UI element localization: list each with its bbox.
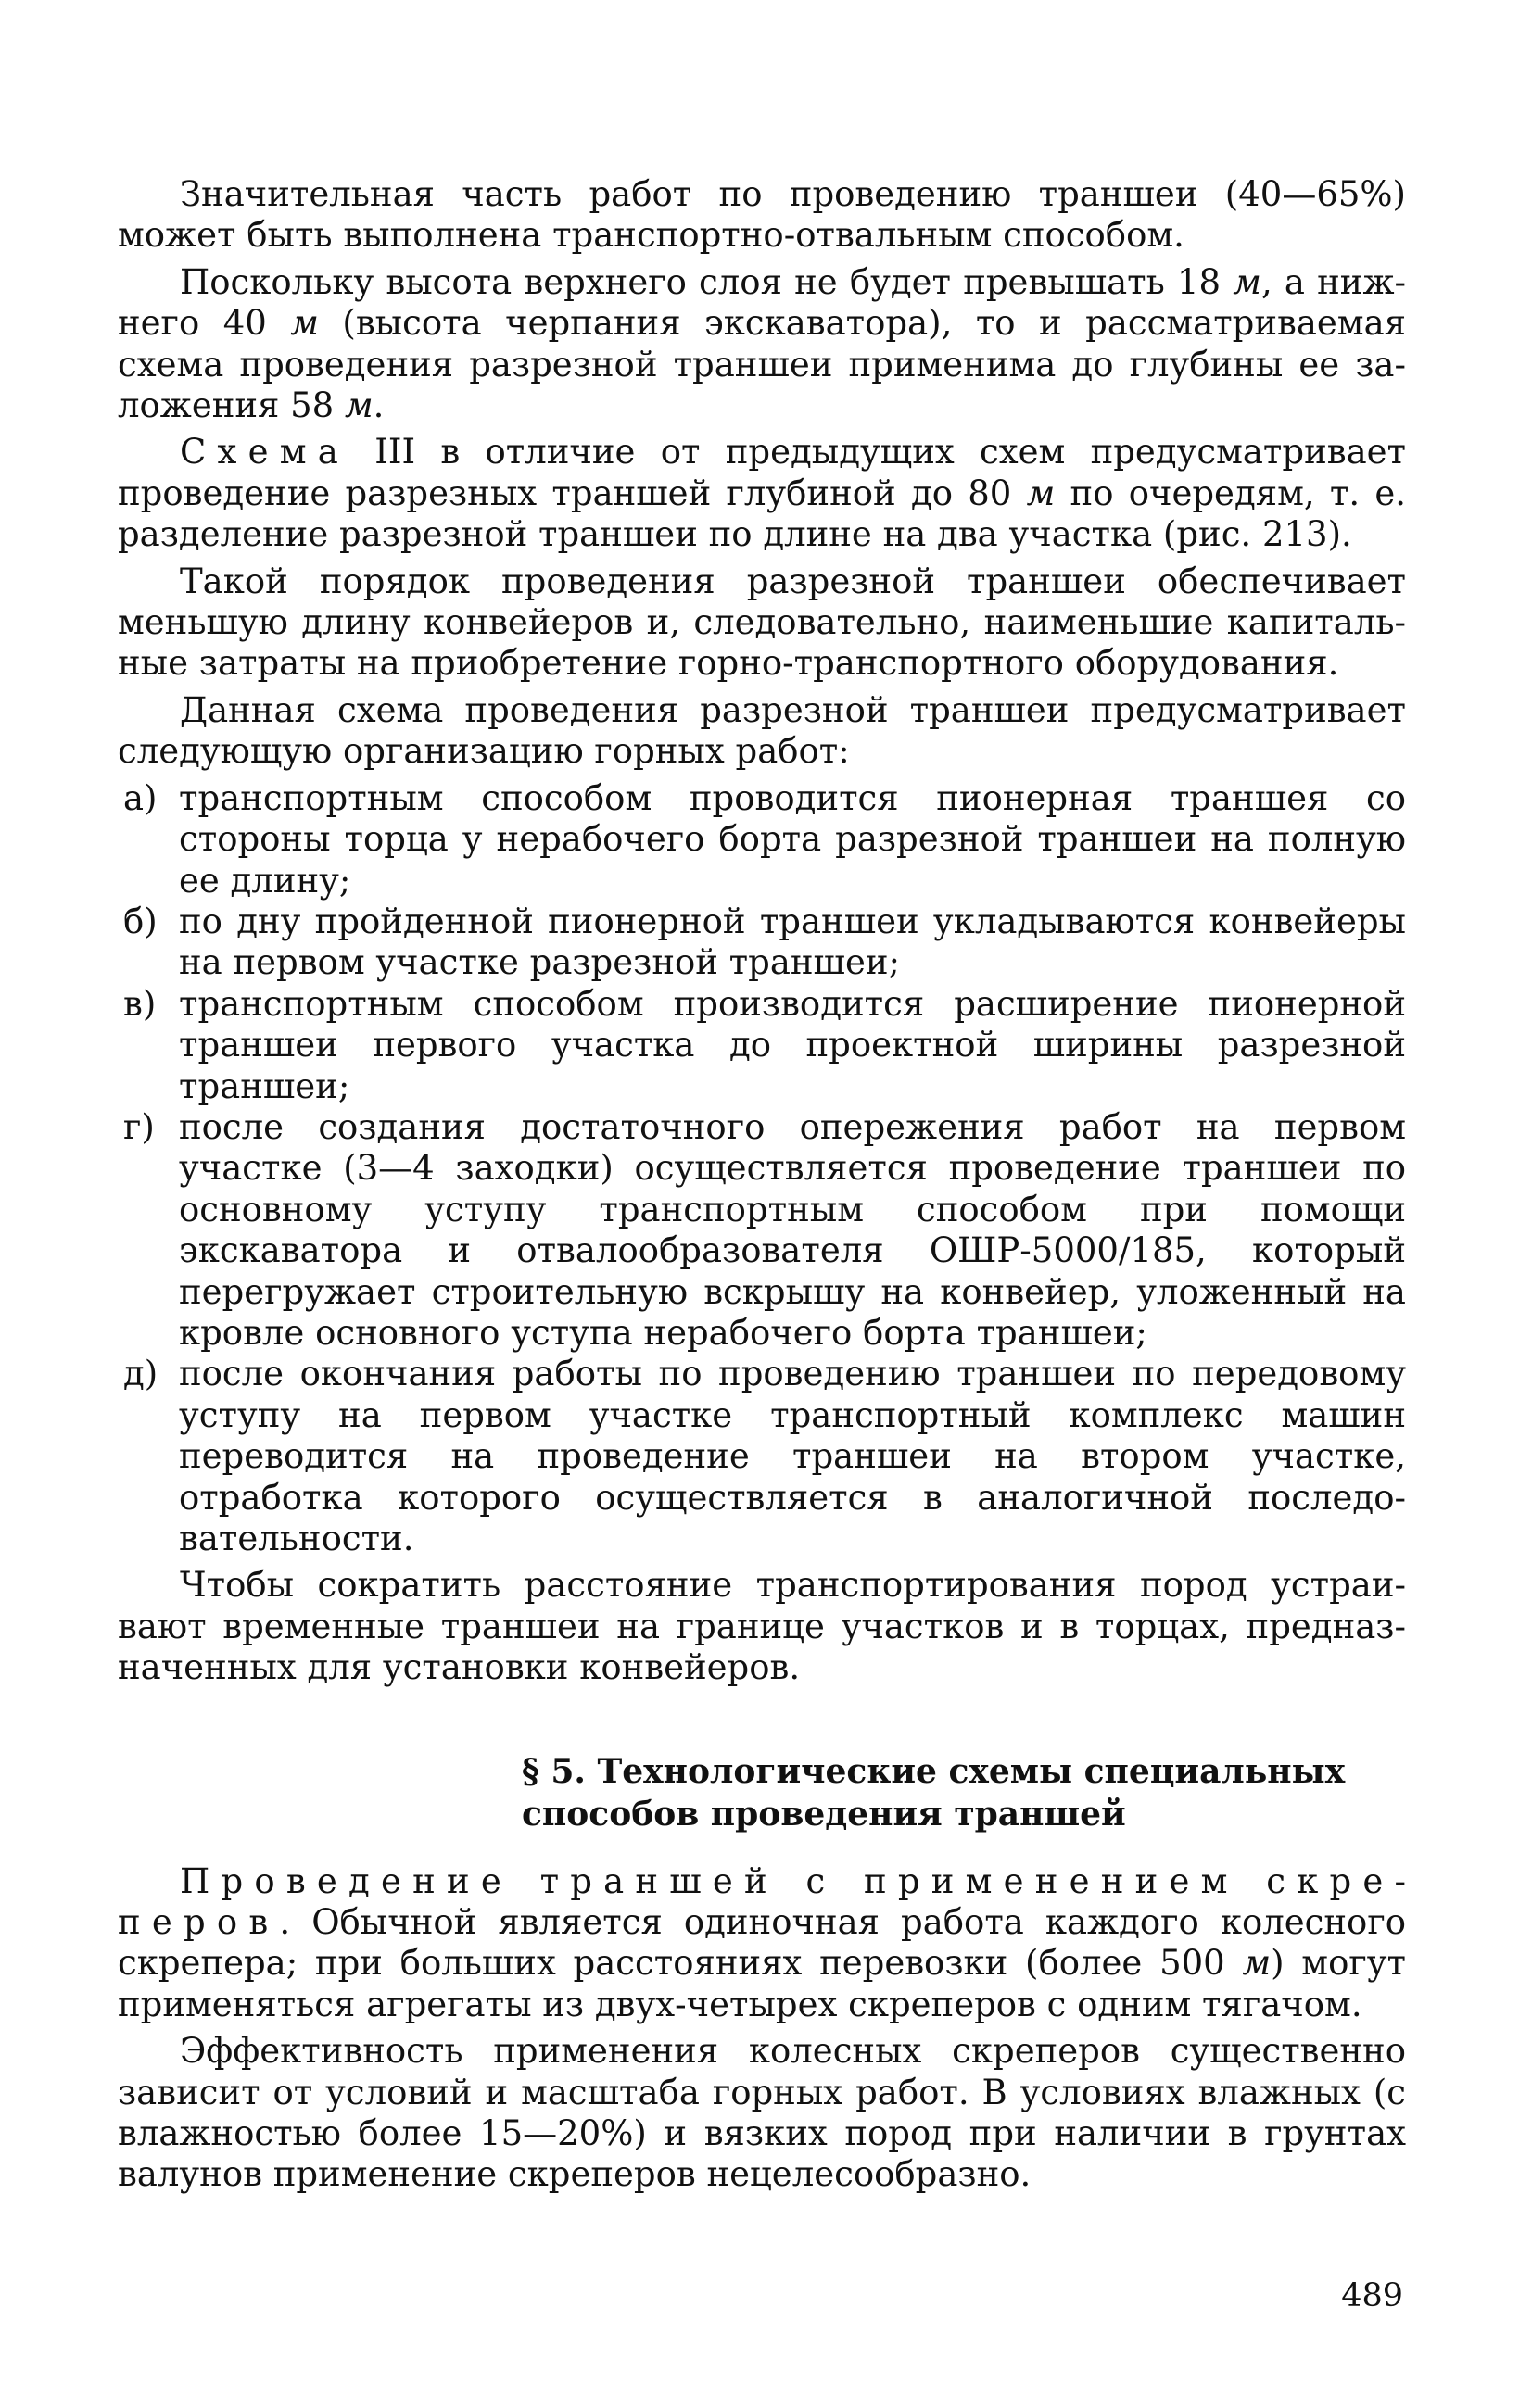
- list-marker: б): [123, 901, 158, 941]
- list-marker: д): [123, 1354, 158, 1394]
- list-marker: в): [123, 983, 157, 1024]
- procedure-list: [118, 778, 1406, 1560]
- unit-meters: м: [1233, 261, 1261, 302]
- paragraph-4: Такой порядок проведения разрезной траншеи обеспечивает меньшую длину конвейеров и, следовательно, наименьшие капитальные затраты на приобретение горно-транспортного оборудования.: [118, 561, 1406, 684]
- unit-meters: м: [1026, 473, 1056, 513]
- list-item: [118, 1107, 1406, 1354]
- section-heading-line-1: § 5. Технологические схемы специальных: [522, 1751, 1346, 1791]
- section-heading: [118, 1750, 1406, 1835]
- list-item: [118, 778, 1406, 901]
- emphasis-lead: Схема: [180, 432, 349, 473]
- paragraph-3: Схема III в отличие от предыдущих схем предусматривает проведение разрезных траншей глубиной до 80 м по очередям, т. е. разделение разрезной траншеи по длине на два участка (рис. 213).: [118, 432, 1406, 555]
- unit-meters: м: [290, 303, 319, 344]
- list-item: [118, 1354, 1406, 1559]
- section-heading-line-2: способов проведения траншей: [522, 1794, 1126, 1834]
- list-text: по дну пройденной пионерной траншеи укладываются конвейеры на первом участке разрезной траншеи;: [179, 901, 1406, 983]
- emphasis-lead: Проведение траншей с применением скреперов: [118, 1860, 1406, 1943]
- list-item: [118, 901, 1406, 984]
- paragraph-1: Значительная часть работ по проведению траншеи (40—65%) может быть выполнена транспортно-отвальным способом.: [118, 174, 1406, 256]
- paragraph-8: Эффективность применения колесных скреперов существенно зависит от условий и масштаба горных работ. В условиях влажных (с влажностью более 15—20%) и вязких пород при наличии в грунтах валунов применение скреперов нецелесообразно.: [118, 2031, 1406, 2195]
- list-text: транспортным способом проводится пионерная траншея со стороны торца у нерабочего борта разрезной траншеи на полную ее длину;: [179, 777, 1406, 901]
- list-text: после окончания работы по проведению траншеи по передовому уступу на первом участке транспортный комплекс машин переводится на проведение траншеи на втором участке, отработка которого осуществляется в аналогичной последовательности.: [179, 1354, 1406, 1558]
- list-marker: г): [123, 1106, 155, 1147]
- paragraph-2: Поскольку высота верхнего слоя не будет превышать 18 м, а нижнего 40 м (высота черпания экскаватора), то и рассматриваемая схема проведения разрезной траншеи применима до глубины ее заложения 58 м.: [118, 261, 1406, 426]
- list-marker: а): [123, 777, 158, 818]
- unit-meters: м: [1242, 1943, 1272, 1984]
- paragraph-7: Проведение траншей с применением скреперов. Обычной является одиночная работа каждого колесного скрепера; при больших расстояниях перевозки (более 500 м) могут применяться агрегаты из двух-четырех скреперов с одним тягачом.: [118, 1860, 1406, 2024]
- paragraph-5: Данная схема проведения разрезной траншеи предусматривает следующую организацию горных работ:: [118, 689, 1406, 772]
- list-text: транспортным способом производится расширение пионерной траншеи первого участка до проектной ширины разрезной траншеи;: [179, 983, 1406, 1106]
- page-number: 489: [1341, 2277, 1403, 2314]
- list-text: после создания достаточного опережения работ на первом участке (3—4 заходки) осуществляется проведение траншеи по основному уступу транспортным способом при помощи экскаватора и отвалообразователя ОШР-5000/185, который перегружает строительную вскрышу на конвейер, уложенный на кровле основного уступа нерабочего борта траншеи;: [179, 1106, 1406, 1353]
- unit-meters: м: [344, 385, 374, 426]
- paragraph-6: Чтобы сократить расстояние транспортирования пород устраивают временные траншеи на границе участков и в торцах, предназначенных для установки конвейеров.: [118, 1565, 1406, 1688]
- text-body: [118, 174, 1406, 2201]
- list-item: [118, 984, 1406, 1107]
